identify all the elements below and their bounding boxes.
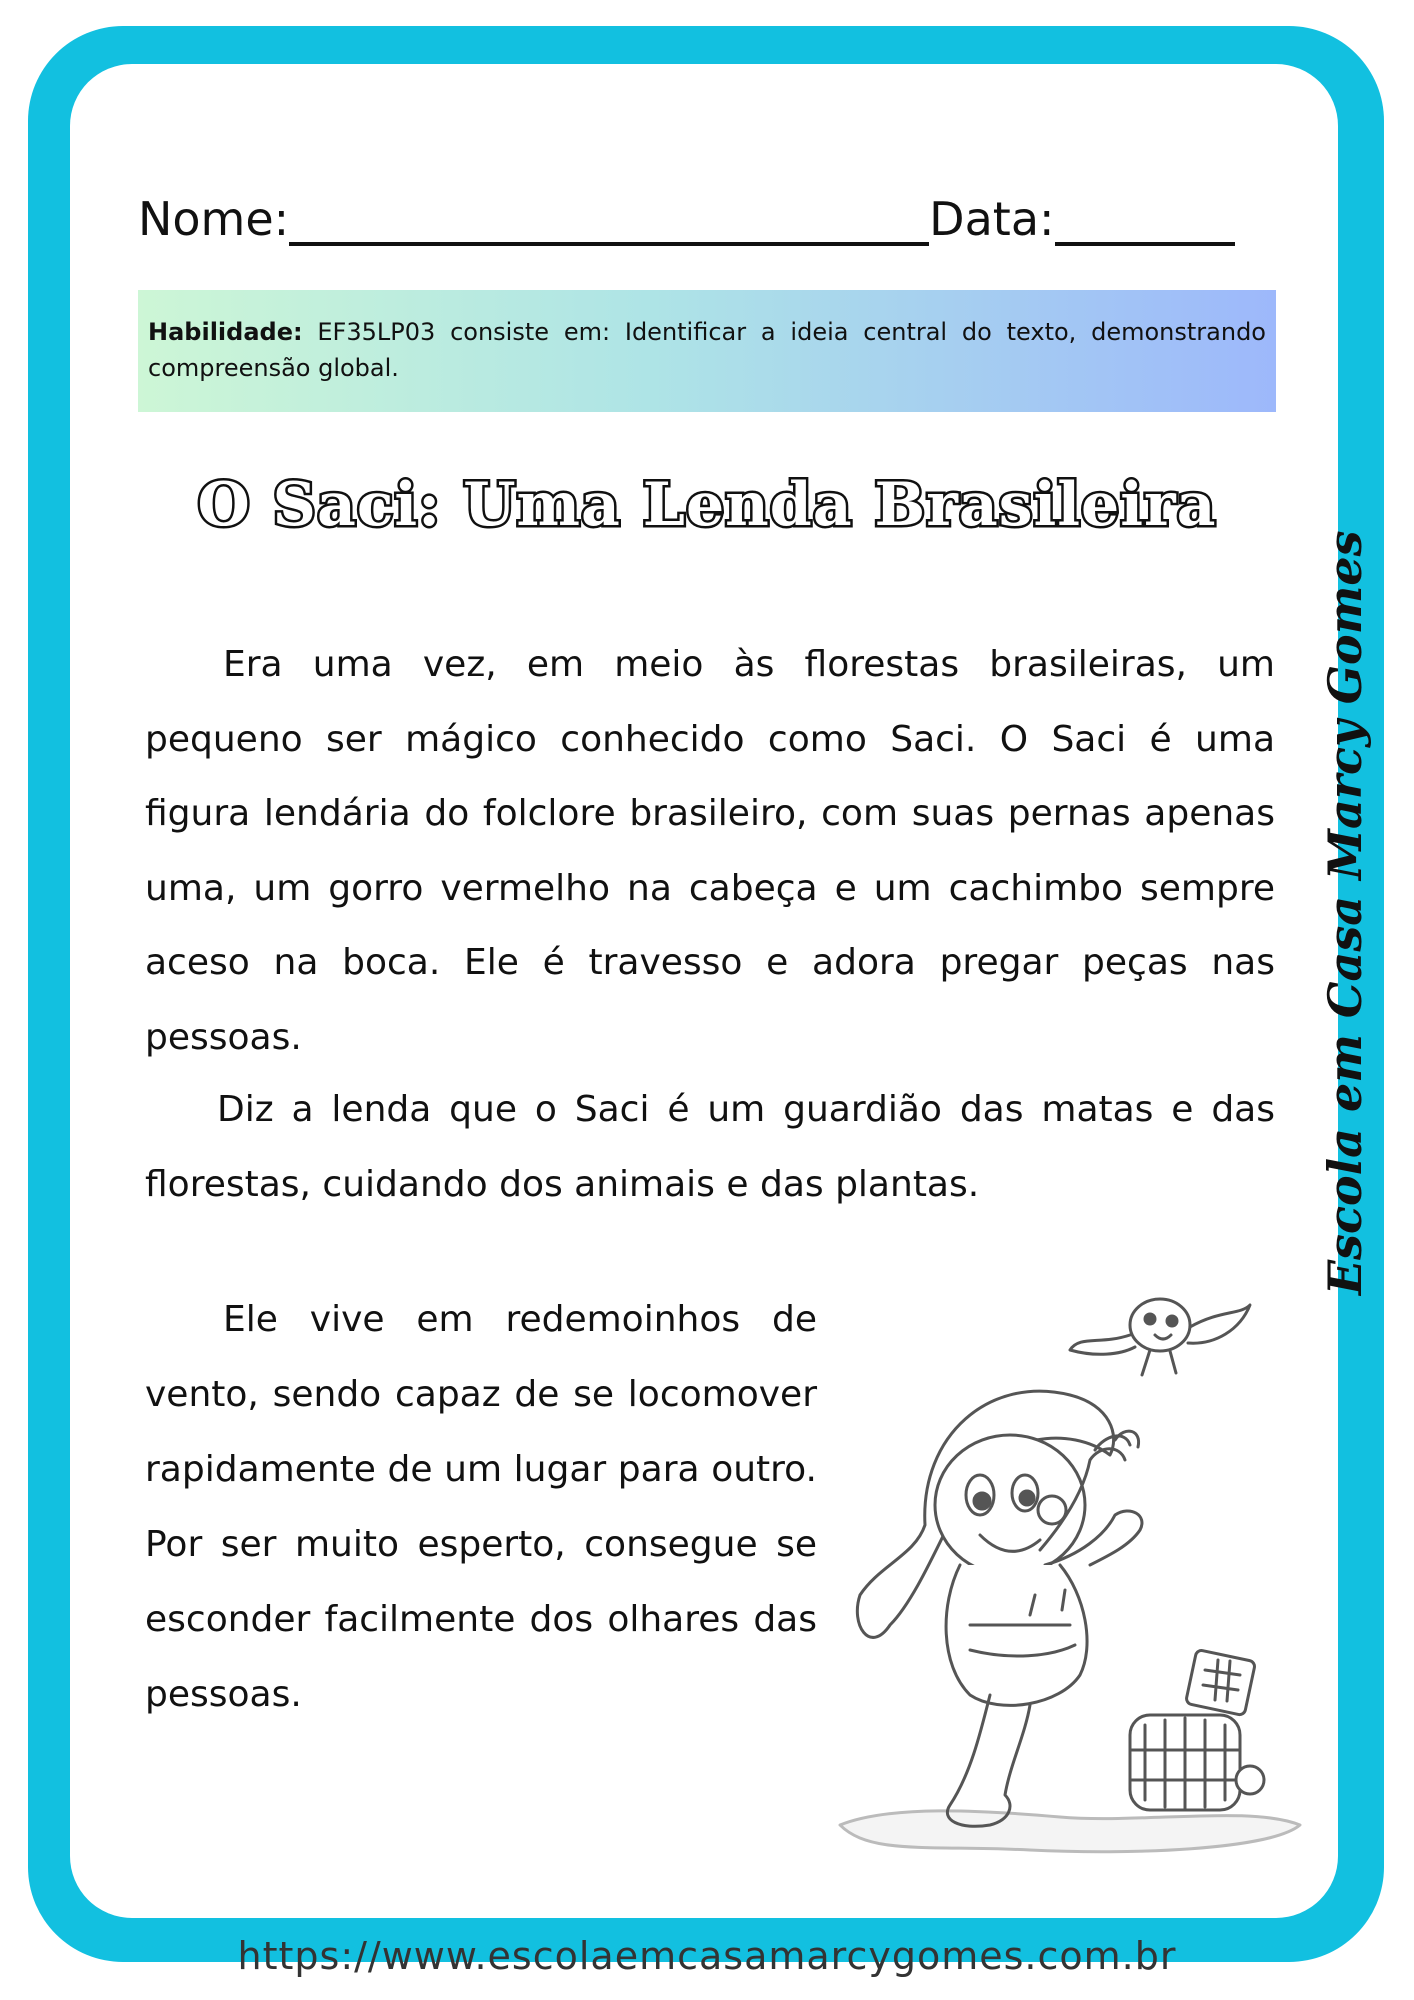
side-brand-text: Escola em Casa Marcy Gomes xyxy=(1318,530,1372,1295)
name-blank[interactable] xyxy=(289,190,929,246)
name-label: Nome: xyxy=(138,192,290,246)
page-title: O Saci: Uma Lenda Brasileira xyxy=(197,470,1217,540)
paragraph-2 xyxy=(145,1073,1275,1222)
paragraph-3-text: Ele vive em redemoinhos de vento, sendo capaz de se locomover rapidamente de um lugar para outro. Por ser muito esperto, consegue se esconder facilmente dos olhares das pessoas. xyxy=(145,1299,817,1715)
paragraph-2-text: Diz a lenda que o Saci é um guardião das matas e das florestas, cuidando dos animais e das plantas. xyxy=(145,1089,1275,1205)
date-blank[interactable] xyxy=(1055,190,1235,246)
name-date-line xyxy=(138,190,1238,260)
date-label: Data: xyxy=(929,192,1055,246)
paragraph-3 xyxy=(145,1282,817,1732)
skill-text: EF35LP03 consiste em: Identificar a ideia central do texto, demonstrando compreensão global. xyxy=(148,318,1266,382)
paragraph-1 xyxy=(145,628,1275,1075)
footer-url[interactable]: https://www.escolaemcasamarcygomes.com.br xyxy=(237,1934,1177,1978)
paragraph-1-text: Era uma vez, em meio às florestas brasileiras, um pequeno ser mágico conhecido como Saci. O Saci é uma figura lendária do folclore brasileiro, com suas pernas apenas uma, um gorro vermelho na cabeça e um cachimbo sempre aceso na boca. Ele é travesso e adora pregar peças nas pessoas. xyxy=(145,644,1275,1058)
skill-label: Habilidade: xyxy=(148,318,303,346)
skill-box xyxy=(138,290,1276,412)
saci-illustration-icon xyxy=(830,1265,1310,1865)
